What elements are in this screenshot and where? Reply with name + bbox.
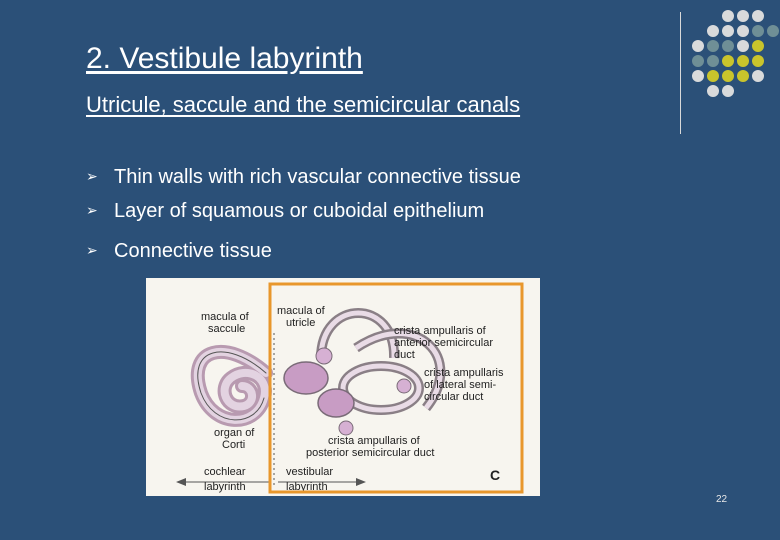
label-organ-corti: organ of Corti	[214, 427, 255, 451]
label-crista-lateral: crista ampullaris of lateral semi-circular duct	[424, 367, 504, 403]
label-macula-utricle: macula of utricle	[277, 305, 325, 329]
bullet-text: Thin walls with rich vascular connective tissue	[114, 166, 521, 188]
arrowhead-icon: ➢	[86, 242, 98, 258]
inner-ear-diagram	[146, 278, 540, 496]
cochlea-drawing	[198, 352, 266, 420]
arrowhead-icon: ➢	[86, 168, 98, 184]
label-cochlear: cochlear labyrinth	[204, 466, 246, 493]
label-vestibular: vestibular labyrinth	[286, 466, 334, 493]
bullet-item	[86, 164, 521, 189]
bullet-text: Layer of squamous or cuboidal epithelium	[114, 200, 485, 222]
decorative-divider	[680, 12, 681, 134]
bullet-item	[86, 238, 272, 263]
bullet-text: Connective tissue	[114, 240, 272, 262]
decorative-dot-grid-icon	[690, 8, 780, 118]
label-crista-posterior: crista ampullaris of posterior semicircular duct	[306, 435, 435, 459]
label-crista-anterior: crista ampullaris of anterior semicircular duct	[394, 325, 494, 361]
arrowhead-icon: ➢	[86, 202, 98, 218]
page-number: 22	[716, 494, 728, 505]
panel-letter: C	[490, 467, 501, 483]
slide-subtitle: Utricule, saccule and the semicircular canals	[86, 92, 521, 117]
bullet-item	[86, 198, 484, 223]
label-macula-saccule: macula of saccule	[201, 311, 249, 335]
slide-title: 2. Vestibule labyrinth	[86, 42, 363, 75]
